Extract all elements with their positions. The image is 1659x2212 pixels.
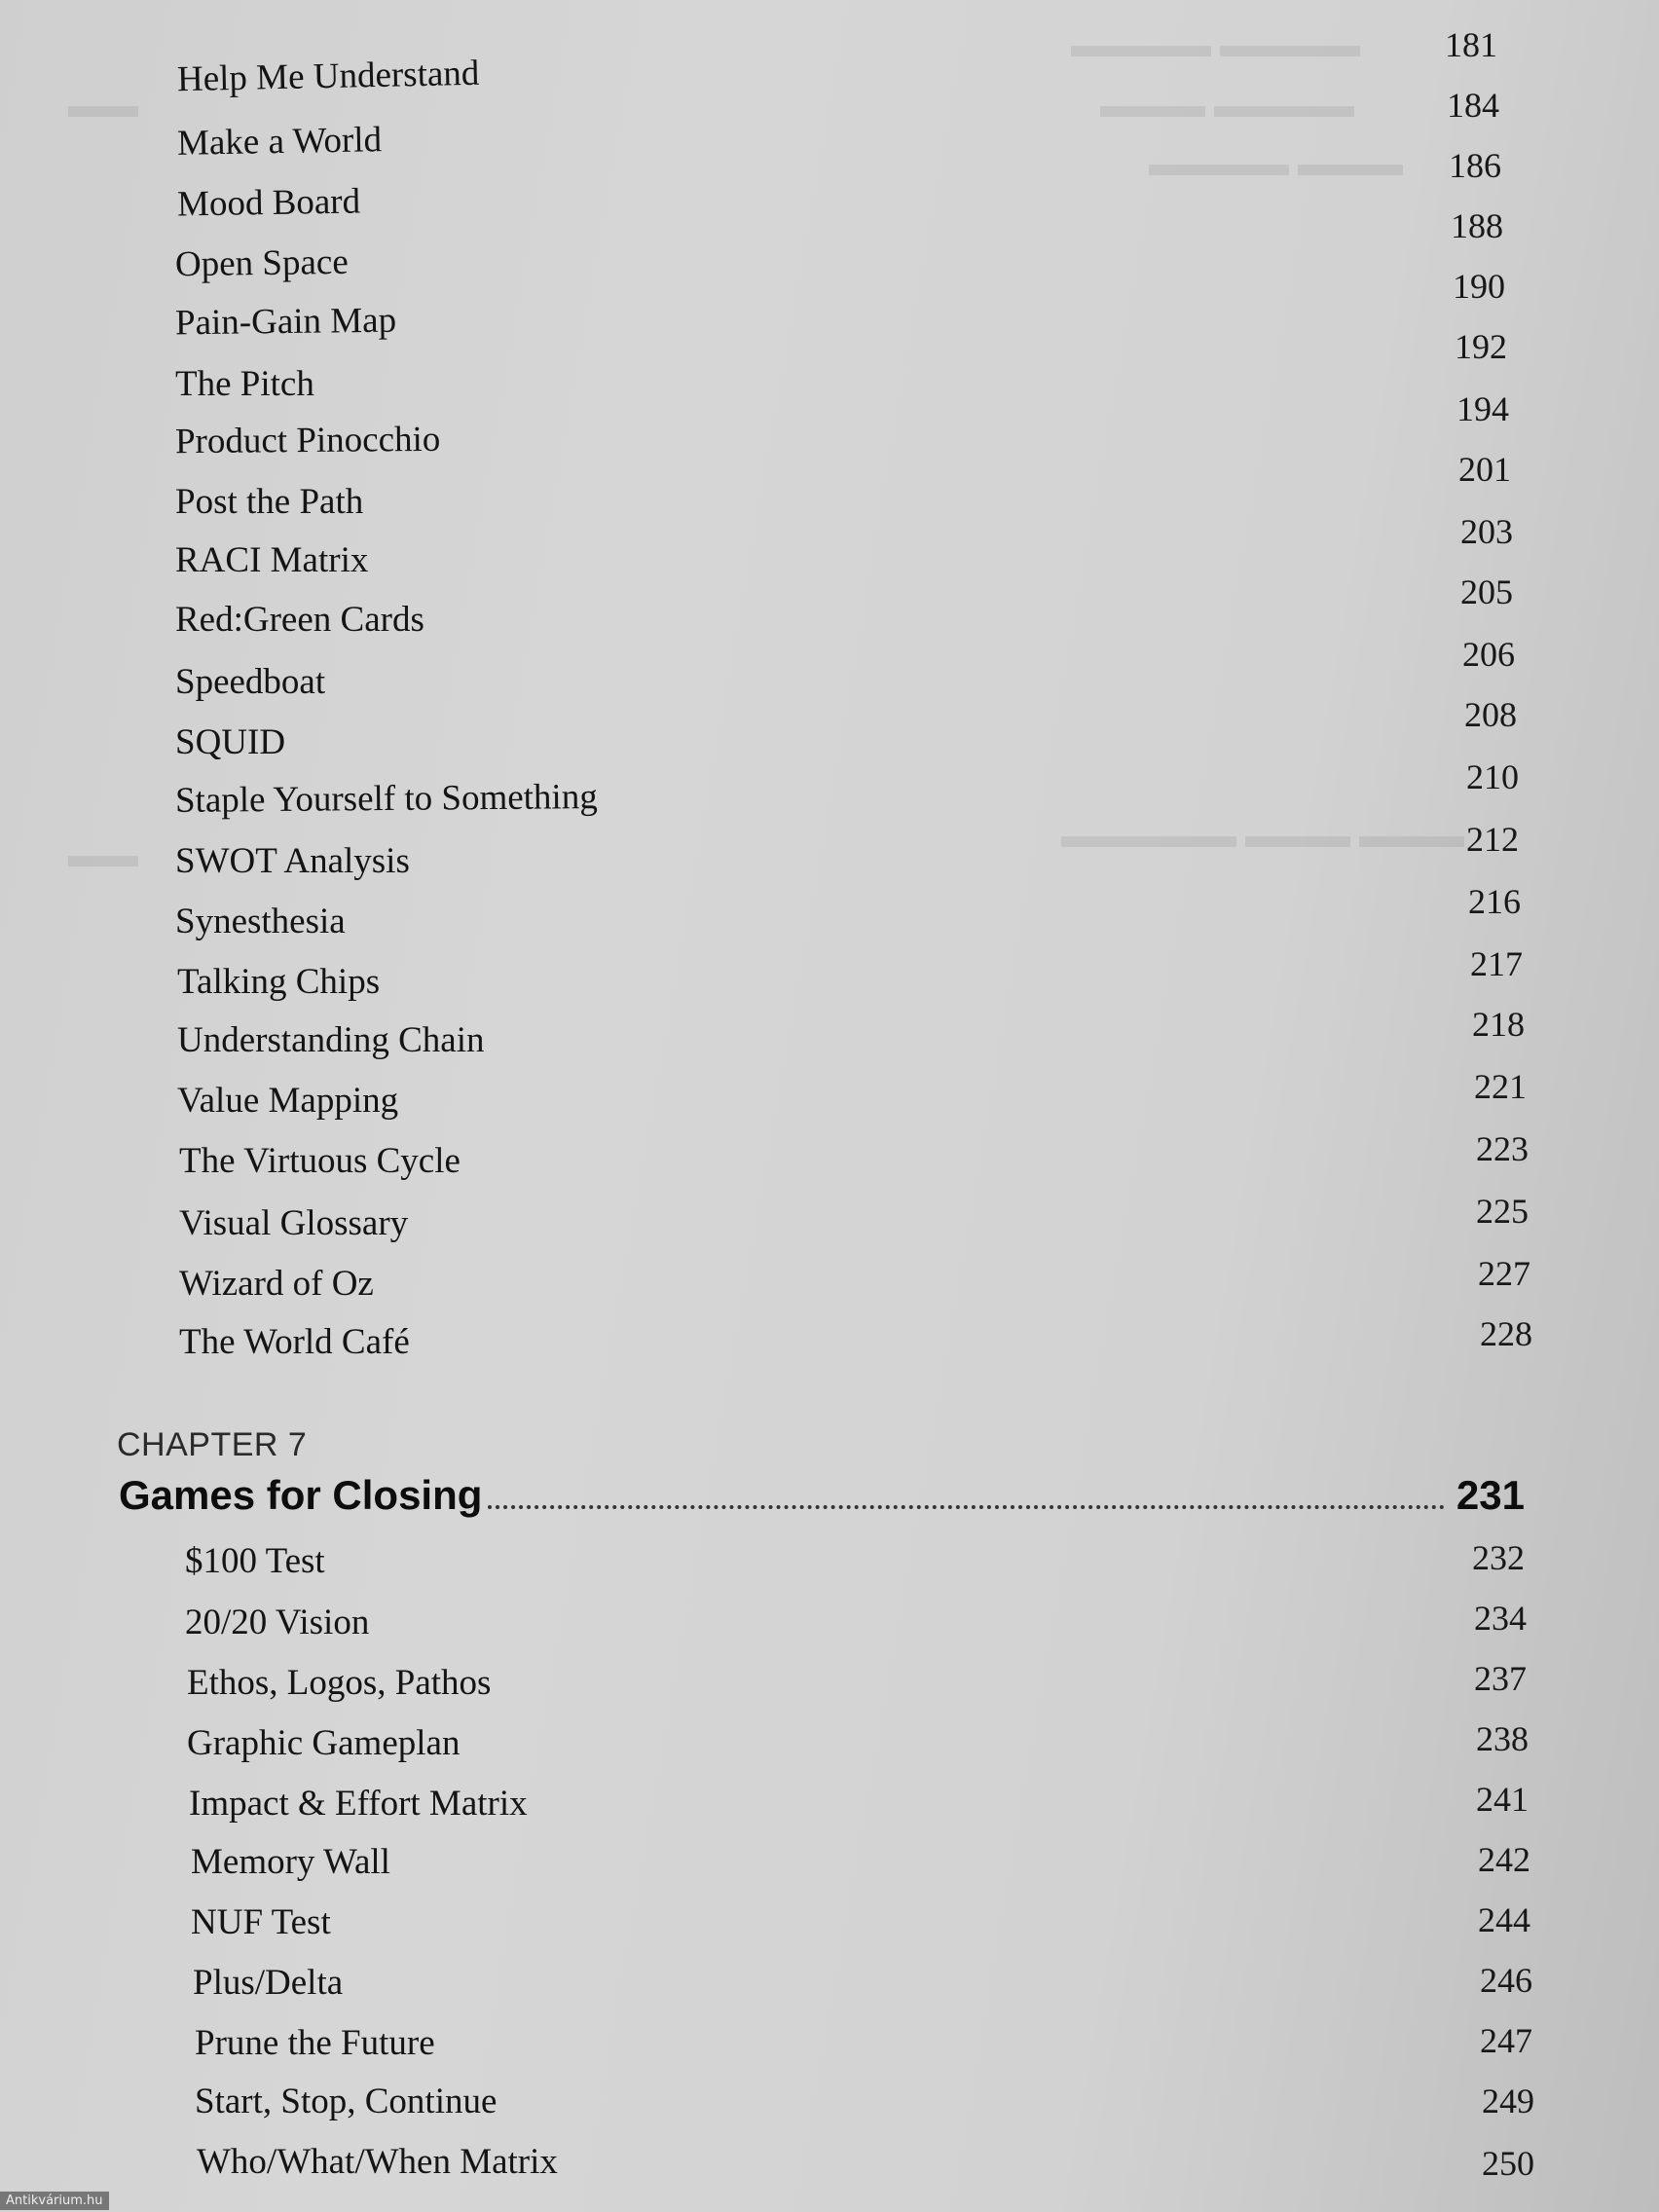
toc-entry-page: 223 <box>1476 1129 1529 1168</box>
toc-entry-page: 186 <box>1449 146 1501 185</box>
toc-entry-page: 212 <box>1466 820 1519 859</box>
toc-entry-title[interactable]: The World Café <box>179 1322 410 1362</box>
toc-entry-title[interactable]: Product Pinocchio <box>174 419 441 462</box>
toc-entry-page: 201 <box>1458 450 1511 489</box>
toc-entry-page: 206 <box>1462 635 1515 674</box>
toc-entry-title[interactable]: Help Me Understand <box>176 53 480 100</box>
toc-entry-title[interactable]: Pain-Gain Map <box>174 300 397 344</box>
toc-entry-page: 210 <box>1466 757 1519 796</box>
toc-entry-page: 241 <box>1476 1780 1529 1819</box>
toc-entry-page: 225 <box>1476 1192 1529 1231</box>
show-through-text: ▬▬▬▬▬ ▬▬▬ ▬▬▬ <box>1061 816 1464 855</box>
toc-entry-title[interactable]: NUF Test <box>191 1902 331 1942</box>
show-through-text: ▬▬ <box>68 835 138 874</box>
toc-entry-page: 234 <box>1474 1599 1527 1638</box>
toc-entry-title[interactable]: Impact & Effort Matrix <box>189 1784 528 1824</box>
show-through-text: ▬▬▬▬ ▬▬▬ <box>1149 144 1403 183</box>
toc-entry-title[interactable]: Who/What/When Matrix <box>197 2142 558 2182</box>
toc-entry-page: 232 <box>1472 1538 1525 1577</box>
toc-entry-page: 218 <box>1472 1005 1525 1044</box>
show-through-text: ▬▬▬▬ ▬▬▬▬ <box>1071 25 1360 64</box>
source-watermark: Antikvárium.hu <box>0 2192 109 2210</box>
toc-entry-page: 249 <box>1482 2082 1534 2120</box>
toc-entry-title[interactable]: SWOT Analysis <box>175 841 410 881</box>
show-through-text: ▬▬ <box>68 86 138 125</box>
toc-entry-page: 250 <box>1482 2144 1534 2183</box>
toc-entry-page: 205 <box>1460 572 1513 611</box>
toc-entry-title[interactable]: $100 Test <box>185 1541 325 1581</box>
toc-entry-title[interactable]: Graphic Gameplan <box>187 1723 461 1763</box>
toc-entry-title[interactable]: Make a World <box>176 120 383 164</box>
chapter-title: Games for Closing <box>119 1472 483 1518</box>
toc-entry-page: 228 <box>1480 1314 1532 1353</box>
toc-entry-page: 188 <box>1451 206 1503 245</box>
toc-entry-title[interactable]: Prune the Future <box>195 2023 435 2063</box>
toc-entry-page: 192 <box>1455 327 1507 366</box>
toc-entry-title[interactable]: Red:Green Cards <box>175 600 424 640</box>
show-through-text: ▬▬▬ ▬▬▬▬ <box>1100 86 1354 125</box>
toc-entry-page: 190 <box>1453 267 1505 306</box>
toc-entry-title[interactable]: Plus/Delta <box>193 1963 344 2003</box>
toc-entry-page: 244 <box>1478 1900 1530 1939</box>
chapter-label: CHAPTER 7 <box>117 1426 308 1463</box>
toc-entry-page: 208 <box>1464 695 1517 734</box>
toc-entry-title[interactable]: Wizard of Oz <box>179 1264 374 1304</box>
toc-entry-page: 237 <box>1474 1659 1527 1698</box>
toc-entry-title[interactable]: Value Mapping <box>177 1081 399 1121</box>
toc-entry-page: 216 <box>1468 882 1521 921</box>
toc-entry-page: 238 <box>1476 1719 1529 1758</box>
toc-entry-title[interactable]: Memory Wall <box>191 1842 390 1882</box>
toc-entry-page: 242 <box>1478 1840 1530 1879</box>
dot-leader <box>488 1504 1445 1509</box>
toc-entry-title[interactable]: Staple Yourself to Something <box>174 777 598 821</box>
toc-entry-title[interactable]: Talking Chips <box>177 962 381 1002</box>
toc-entry-title[interactable]: 20/20 Vision <box>185 1603 370 1642</box>
toc-entry-title[interactable]: Visual Glossary <box>179 1203 409 1243</box>
toc-entry-title[interactable]: Start, Stop, Continue <box>195 2082 498 2121</box>
toc-entry-page: 227 <box>1478 1254 1530 1293</box>
chapter-page-number: 231 <box>1456 1472 1525 1518</box>
toc-entry-page: 181 <box>1445 25 1497 64</box>
toc-entry-page: 194 <box>1456 389 1509 428</box>
toc-entry-page: 203 <box>1460 512 1513 551</box>
toc-entry-page: 184 <box>1447 86 1499 125</box>
toc-entry-title[interactable]: Synesthesia <box>175 902 346 941</box>
toc-entry-title[interactable]: Open Space <box>174 241 350 285</box>
toc-entry-title[interactable]: The Virtuous Cycle <box>179 1141 461 1181</box>
toc-entry-title[interactable]: Ethos, Logos, Pathos <box>187 1663 492 1703</box>
toc-entry-page: 246 <box>1480 1961 1532 2000</box>
toc-entry-title[interactable]: Understanding Chain <box>177 1020 485 1060</box>
toc-entry-page: 217 <box>1470 944 1523 983</box>
toc-entry-page: 221 <box>1474 1067 1527 1106</box>
toc-entry-title[interactable]: SQUID <box>175 722 286 762</box>
toc-entry-title[interactable]: Post the Path <box>175 482 364 522</box>
toc-entry-title[interactable]: Mood Board <box>176 181 361 225</box>
toc-entry-title[interactable]: The Pitch <box>175 364 314 404</box>
chapter-heading[interactable] <box>119 1472 1525 1527</box>
toc-entry-title[interactable]: Speedboat <box>175 662 326 702</box>
toc-entry-title[interactable]: RACI Matrix <box>175 540 369 580</box>
toc-entry-page: 247 <box>1480 2021 1532 2060</box>
